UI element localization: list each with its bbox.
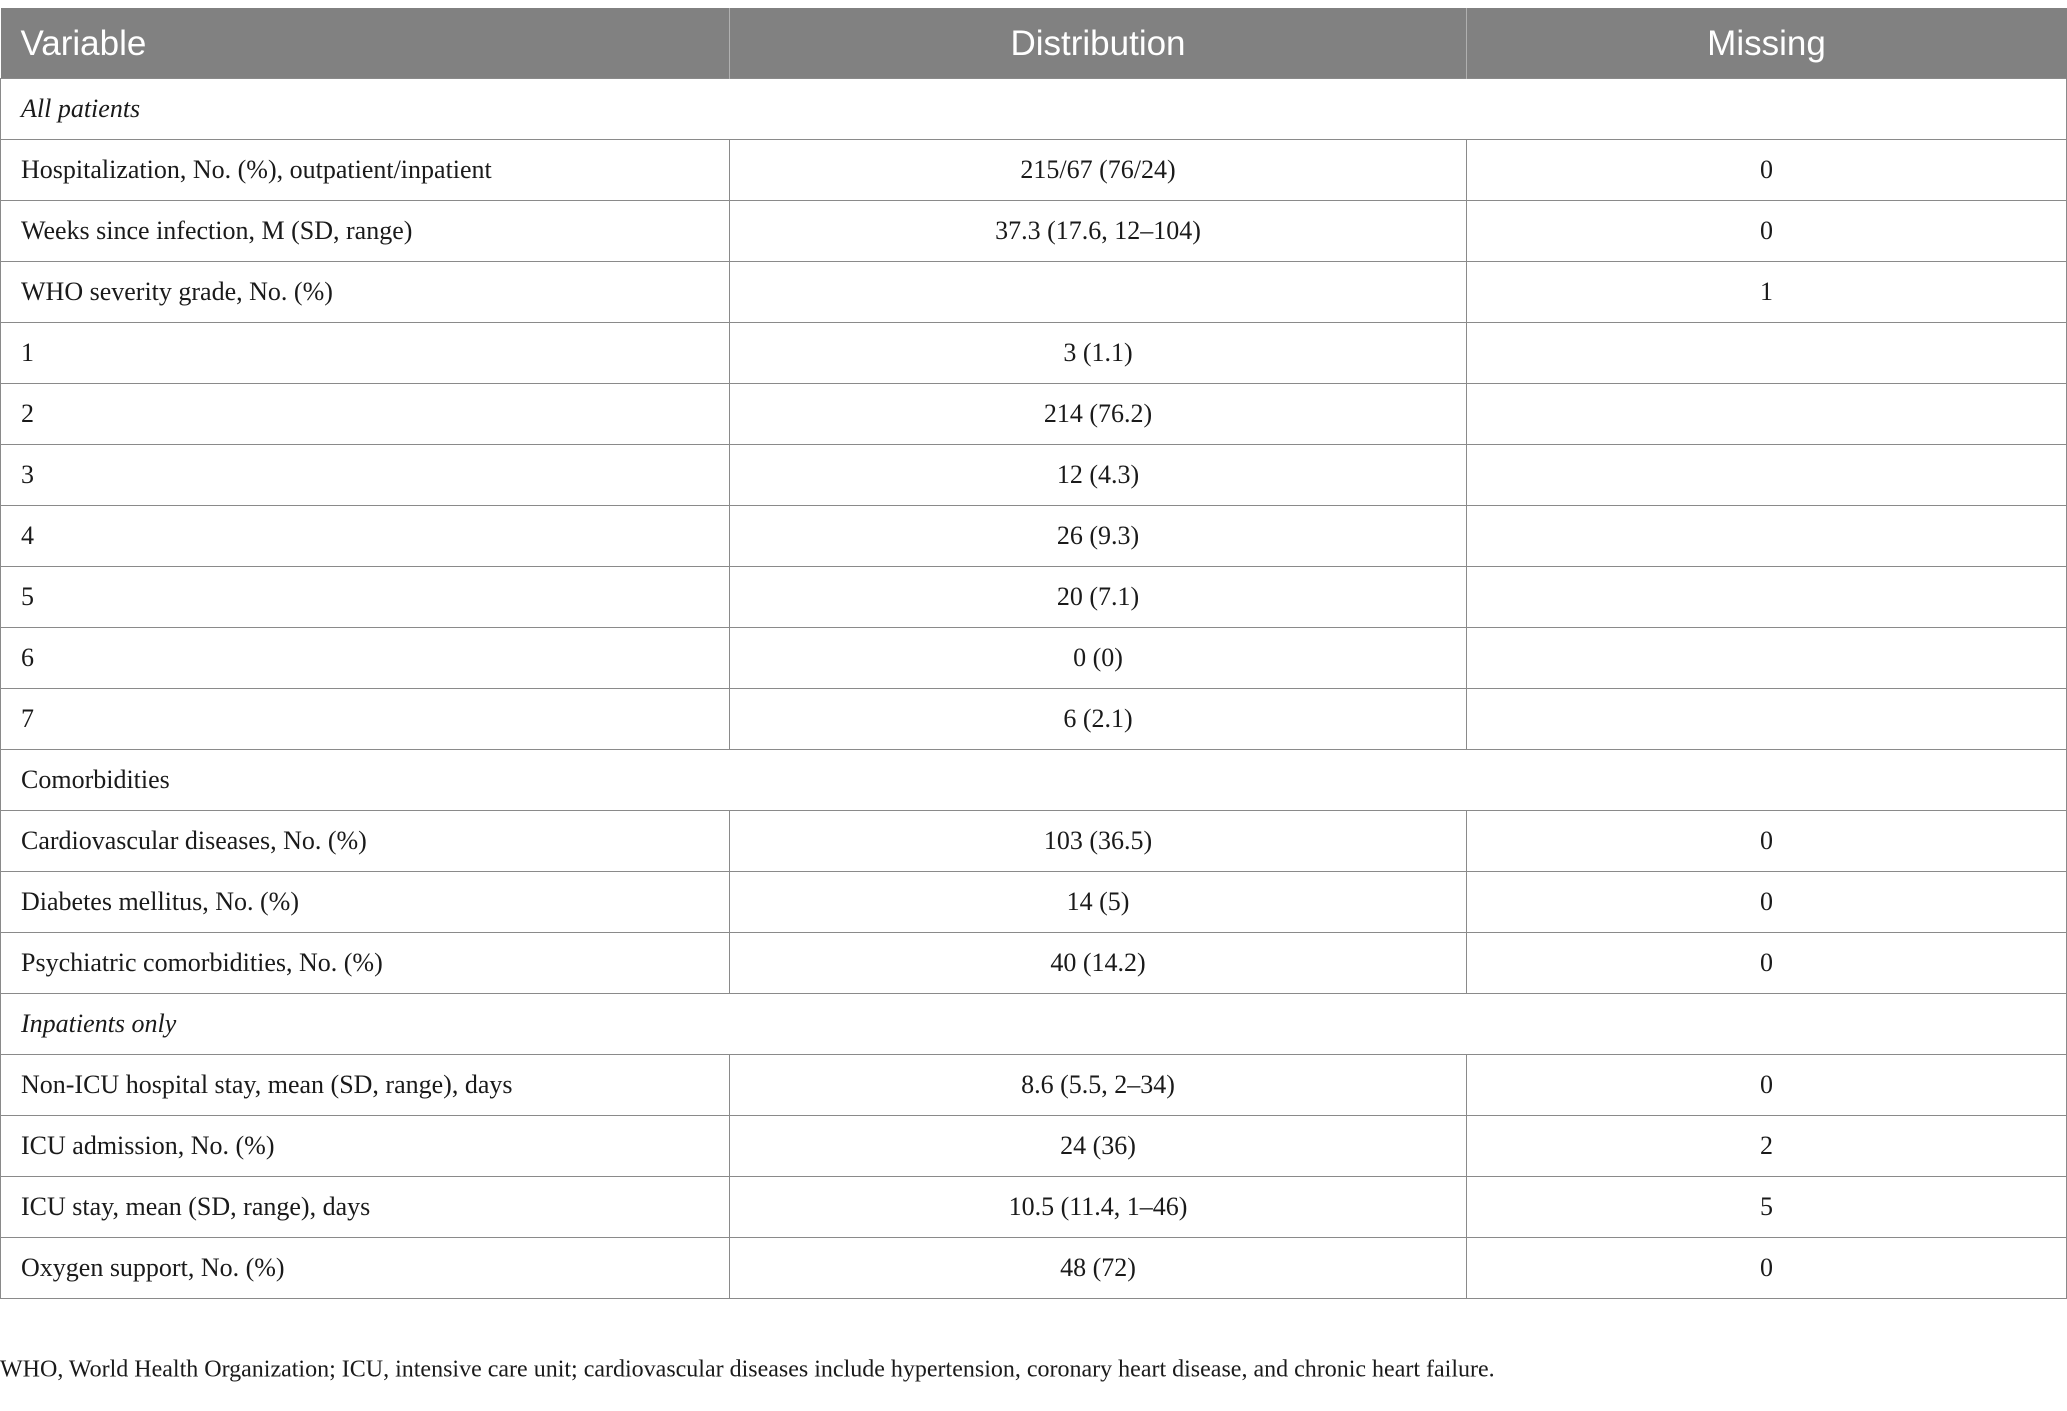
cell-missing: 0 (1467, 140, 2067, 201)
cell-variable: 6 (1, 628, 730, 689)
section-row (1, 79, 2067, 140)
cell-missing: 1 (1467, 262, 2067, 323)
table-row (1, 1177, 2067, 1238)
cell-distribution: 8.6 (5.5, 2–34) (730, 1055, 1467, 1116)
cell-variable: Weeks since infection, M (SD, range) (1, 201, 730, 262)
table-row (1, 1238, 2067, 1299)
cell-distribution: 214 (76.2) (730, 384, 1467, 445)
header-distribution: Distribution (730, 9, 1467, 79)
cell-distribution: 6 (2.1) (730, 689, 1467, 750)
cell-variable: Non-ICU hospital stay, mean (SD, range), days (1, 1055, 730, 1116)
cell-distribution: 26 (9.3) (730, 506, 1467, 567)
cell-distribution (730, 262, 1467, 323)
cell-variable: 3 (1, 445, 730, 506)
cell-missing (1467, 323, 2067, 384)
cell-distribution: 3 (1.1) (730, 323, 1467, 384)
cell-missing: 2 (1467, 1116, 2067, 1177)
section-row (1, 994, 2067, 1055)
subheading-label: Comorbidities (1, 750, 2067, 811)
cell-variable: Cardiovascular diseases, No. (%) (1, 811, 730, 872)
cell-distribution: 40 (14.2) (730, 933, 1467, 994)
cell-distribution: 0 (0) (730, 628, 1467, 689)
table-row (1, 445, 2067, 506)
cell-distribution: 20 (7.1) (730, 567, 1467, 628)
table-row (1, 933, 2067, 994)
cell-variable: 5 (1, 567, 730, 628)
patient-characteristics-table (0, 8, 2067, 1299)
cell-distribution: 10.5 (11.4, 1–46) (730, 1177, 1467, 1238)
cell-variable: 7 (1, 689, 730, 750)
table-row (1, 384, 2067, 445)
data-table-container (0, 8, 2067, 1299)
cell-distribution: 12 (4.3) (730, 445, 1467, 506)
header-variable: Variable (1, 9, 730, 79)
cell-missing: 0 (1467, 811, 2067, 872)
cell-variable: Oxygen support, No. (%) (1, 1238, 730, 1299)
cell-missing: 0 (1467, 872, 2067, 933)
cell-variable: ICU stay, mean (SD, range), days (1, 1177, 730, 1238)
table-footnote: WHO, World Health Organization; ICU, intensive care unit; cardiovascular diseases include hypertension, coronary heart disease, and chronic heart failure. (0, 1356, 1495, 1383)
cell-variable: 2 (1, 384, 730, 445)
table-row (1, 689, 2067, 750)
cell-variable: WHO severity grade, No. (%) (1, 262, 730, 323)
cell-missing (1467, 628, 2067, 689)
cell-missing (1467, 384, 2067, 445)
cell-missing: 0 (1467, 201, 2067, 262)
table-row (1, 872, 2067, 933)
header-missing: Missing (1467, 9, 2067, 79)
cell-distribution: 37.3 (17.6, 12–104) (730, 201, 1467, 262)
cell-missing (1467, 689, 2067, 750)
cell-distribution: 48 (72) (730, 1238, 1467, 1299)
cell-variable: Hospitalization, No. (%), outpatient/inpatient (1, 140, 730, 201)
table-body (1, 79, 2067, 1299)
table-row (1, 506, 2067, 567)
cell-distribution: 215/67 (76/24) (730, 140, 1467, 201)
section-label: All patients (1, 79, 2067, 140)
cell-missing (1467, 567, 2067, 628)
cell-variable: Diabetes mellitus, No. (%) (1, 872, 730, 933)
cell-missing: 0 (1467, 1238, 2067, 1299)
header-row (1, 9, 2067, 79)
cell-missing: 0 (1467, 933, 2067, 994)
cell-distribution: 103 (36.5) (730, 811, 1467, 872)
subheading-row (1, 750, 2067, 811)
cell-variable: 4 (1, 506, 730, 567)
cell-distribution: 14 (5) (730, 872, 1467, 933)
table-row (1, 567, 2067, 628)
table-row (1, 262, 2067, 323)
table-row (1, 140, 2067, 201)
cell-variable: 1 (1, 323, 730, 384)
table-row (1, 201, 2067, 262)
table-row (1, 811, 2067, 872)
cell-missing (1467, 445, 2067, 506)
cell-variable: ICU admission, No. (%) (1, 1116, 730, 1177)
cell-distribution: 24 (36) (730, 1116, 1467, 1177)
table-row (1, 628, 2067, 689)
cell-missing (1467, 506, 2067, 567)
table-header (1, 9, 2067, 79)
cell-variable: Psychiatric comorbidities, No. (%) (1, 933, 730, 994)
table-row (1, 1055, 2067, 1116)
section-label: Inpatients only (1, 994, 2067, 1055)
table-row (1, 323, 2067, 384)
table-row (1, 1116, 2067, 1177)
cell-missing: 5 (1467, 1177, 2067, 1238)
cell-missing: 0 (1467, 1055, 2067, 1116)
